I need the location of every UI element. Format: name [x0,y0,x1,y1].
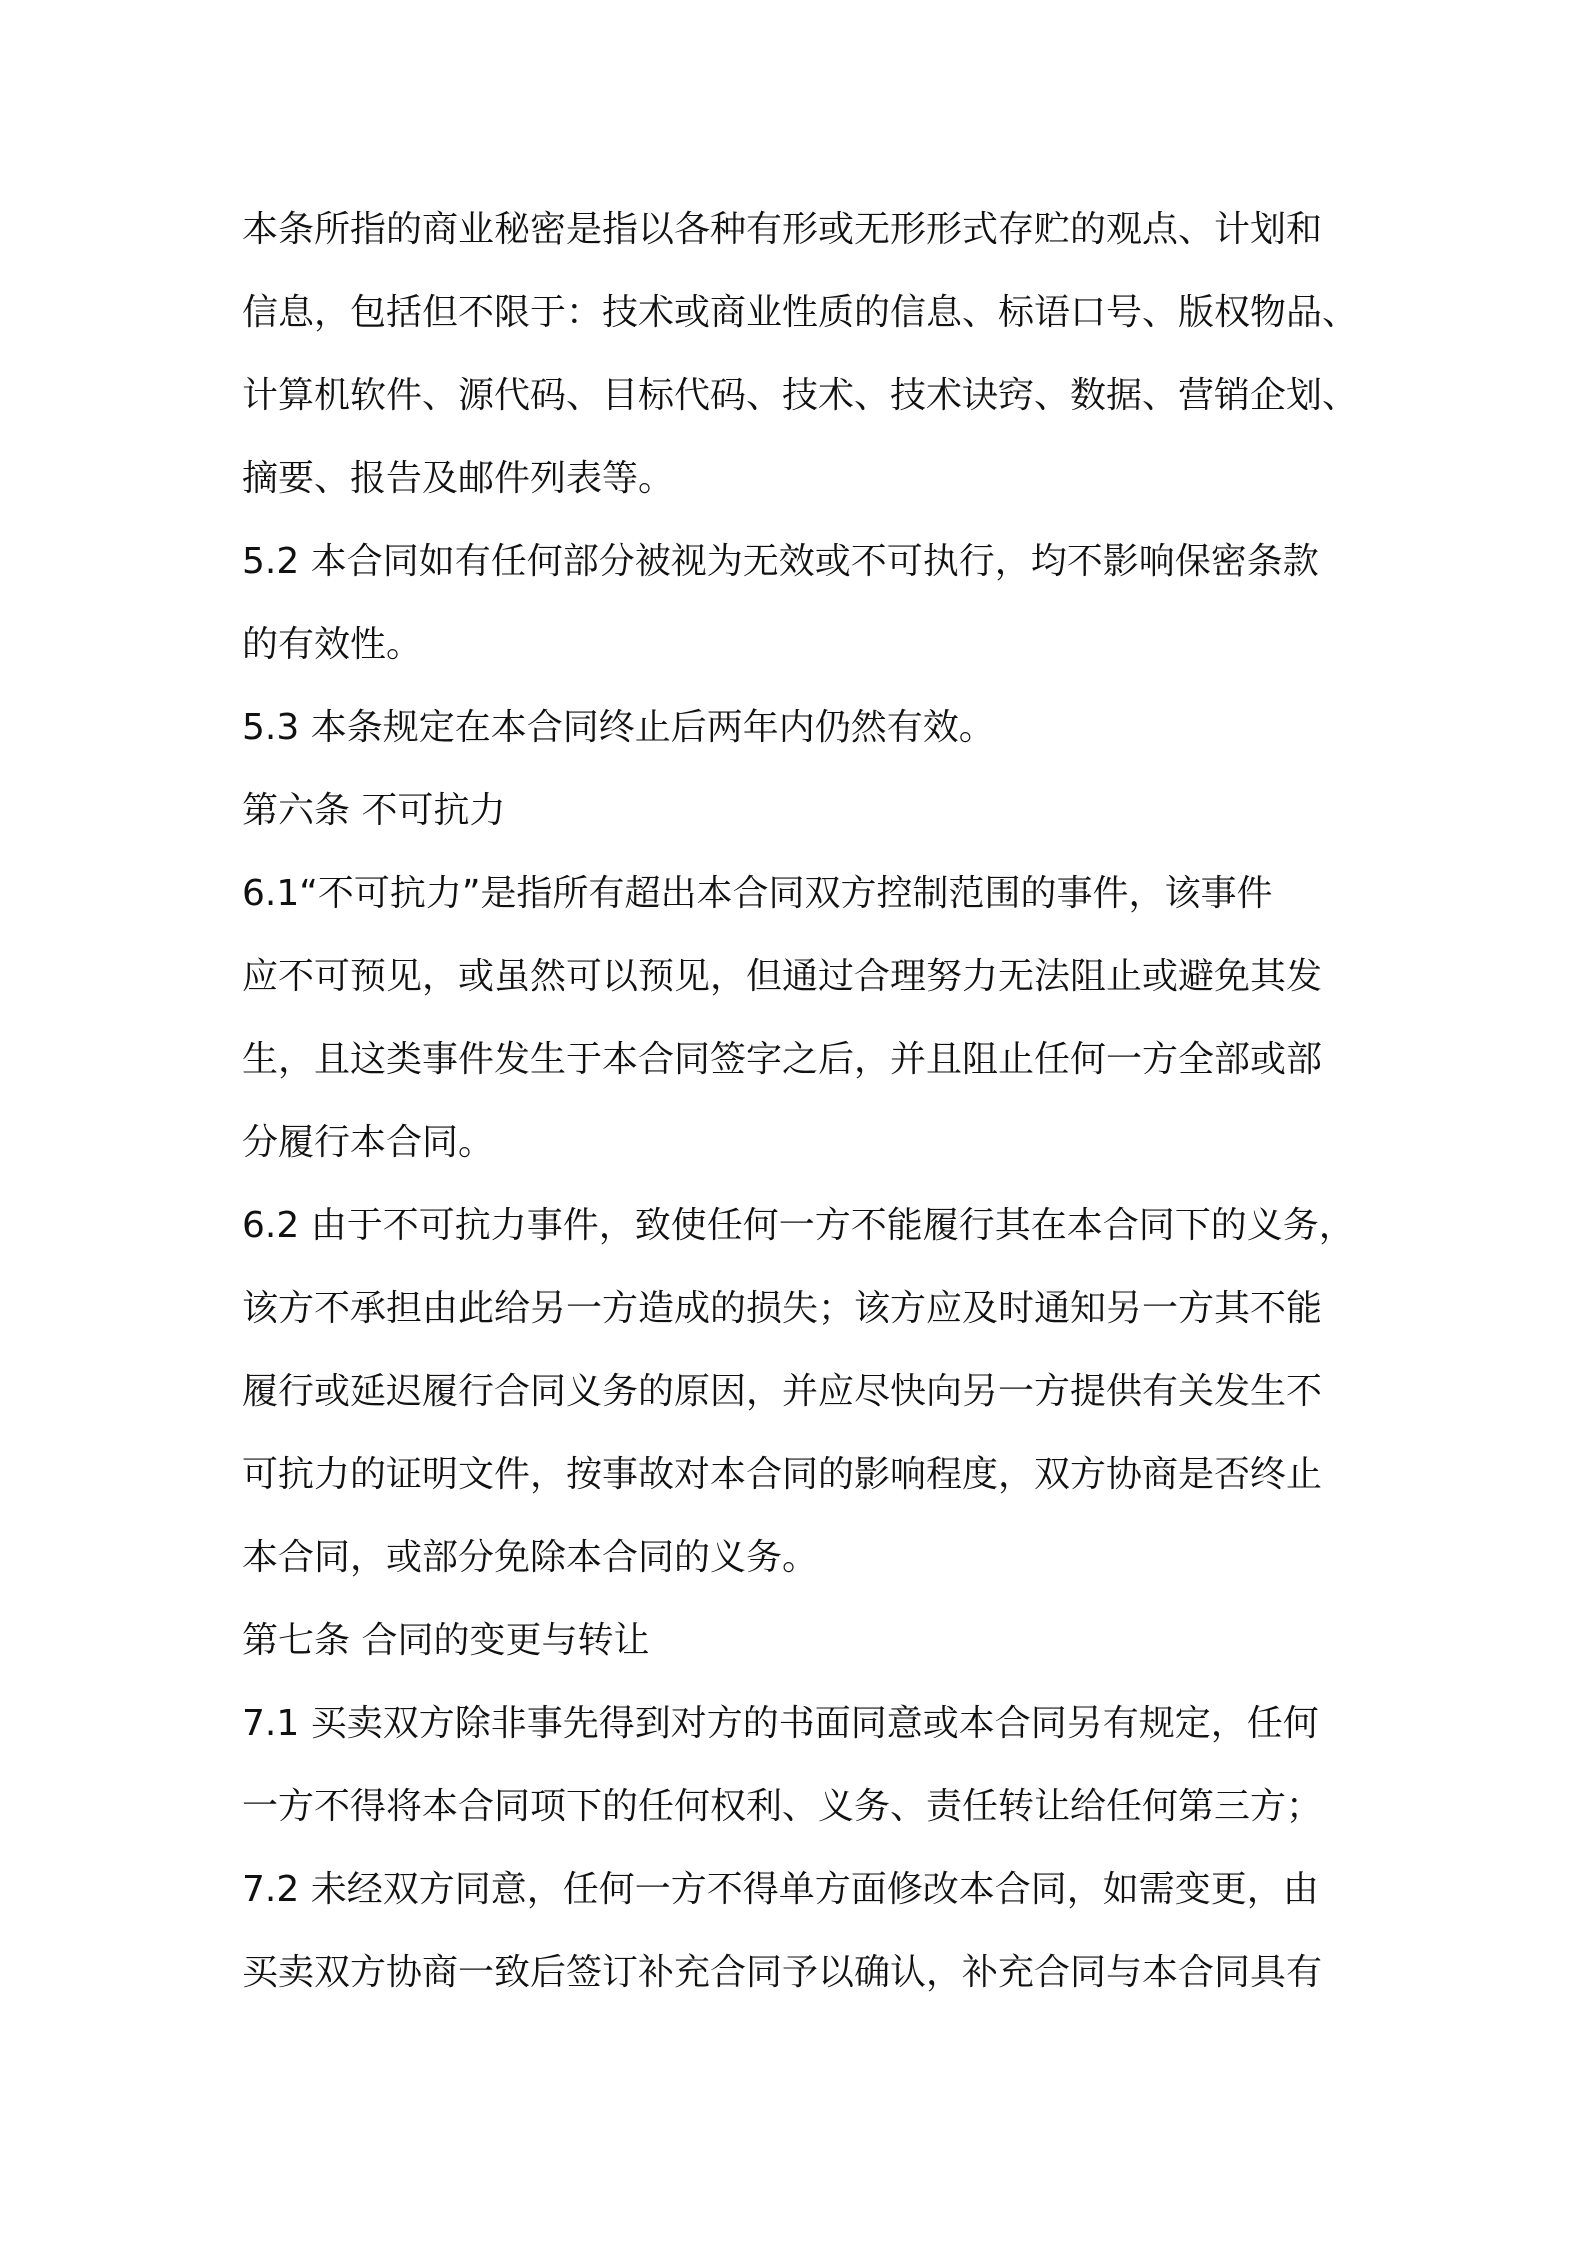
text-line: 一方不得将本合同项下的任何权利、义务、责任转让给任何第三方； [242,1786,1323,1827]
clause-5-3-line: 5.3 本条规定在本合同终止后两年内仍然有效。 [242,707,995,748]
clause-7-2-line: 7.2 未经双方同意，任何一方不得单方面修改本合同，如需变更，由 [242,1869,1319,1910]
section-heading-6: 第六条 不可抗力 [242,790,506,831]
text-line: 可抗力的证明文件，按事故对本合同的影响程度，双方协商是否终止 [242,1454,1323,1495]
text-line: 摘要、报告及邮件列表等。 [242,458,675,499]
text-line: 分履行本合同。 [242,1122,495,1163]
text-line: 的有效性。 [242,624,423,665]
text-line: 信息，包括但不限于：技术或商业性质的信息、标语口号、版权物品、 [242,292,1359,333]
text-line: 应不可预见，或虽然可以预见，但通过合理努力无法阻止或避免其发 [242,956,1323,997]
text-line: 该方不承担由此给另一方造成的损失；该方应及时通知另一方其不能 [242,1288,1323,1329]
clause-6-1-line: 6.1“不可抗力”是指所有超出本合同双方控制范围的事件，该事件 [242,873,1273,914]
text-line: 本合同，或部分免除本合同的义务。 [242,1537,819,1578]
text-line: 生，且这类事件发生于本合同签字之后，并且阻止任何一方全部或部 [242,1039,1323,1080]
clause-7-1-line: 7.1 买卖双方除非事先得到对方的书面同意或本合同另有规定，任何 [242,1703,1319,1744]
section-heading-7: 第七条 合同的变更与转让 [242,1620,650,1661]
text-line: 计算机软件、源代码、目标代码、技术、技术诀窍、数据、营销企划、 [242,375,1359,416]
clause-5-2-line: 5.2 本合同如有任何部分被视为无效或不可执行，均不影响保密条款 [242,541,1319,582]
text-line: 买卖双方协商一致后签订补充合同予以确认，补充合同与本合同具有 [242,1952,1323,1993]
text-line: 本条所指的商业秘密是指以各种有形或无形形式存贮的观点、计划和 [242,209,1323,250]
clause-6-2-line: 6.2 由于不可抗力事件，致使任何一方不能履行其在本合同下的义务， [242,1205,1355,1246]
text-line: 履行或延迟履行合同义务的原因，并应尽快向另一方提供有关发生不 [242,1371,1323,1412]
